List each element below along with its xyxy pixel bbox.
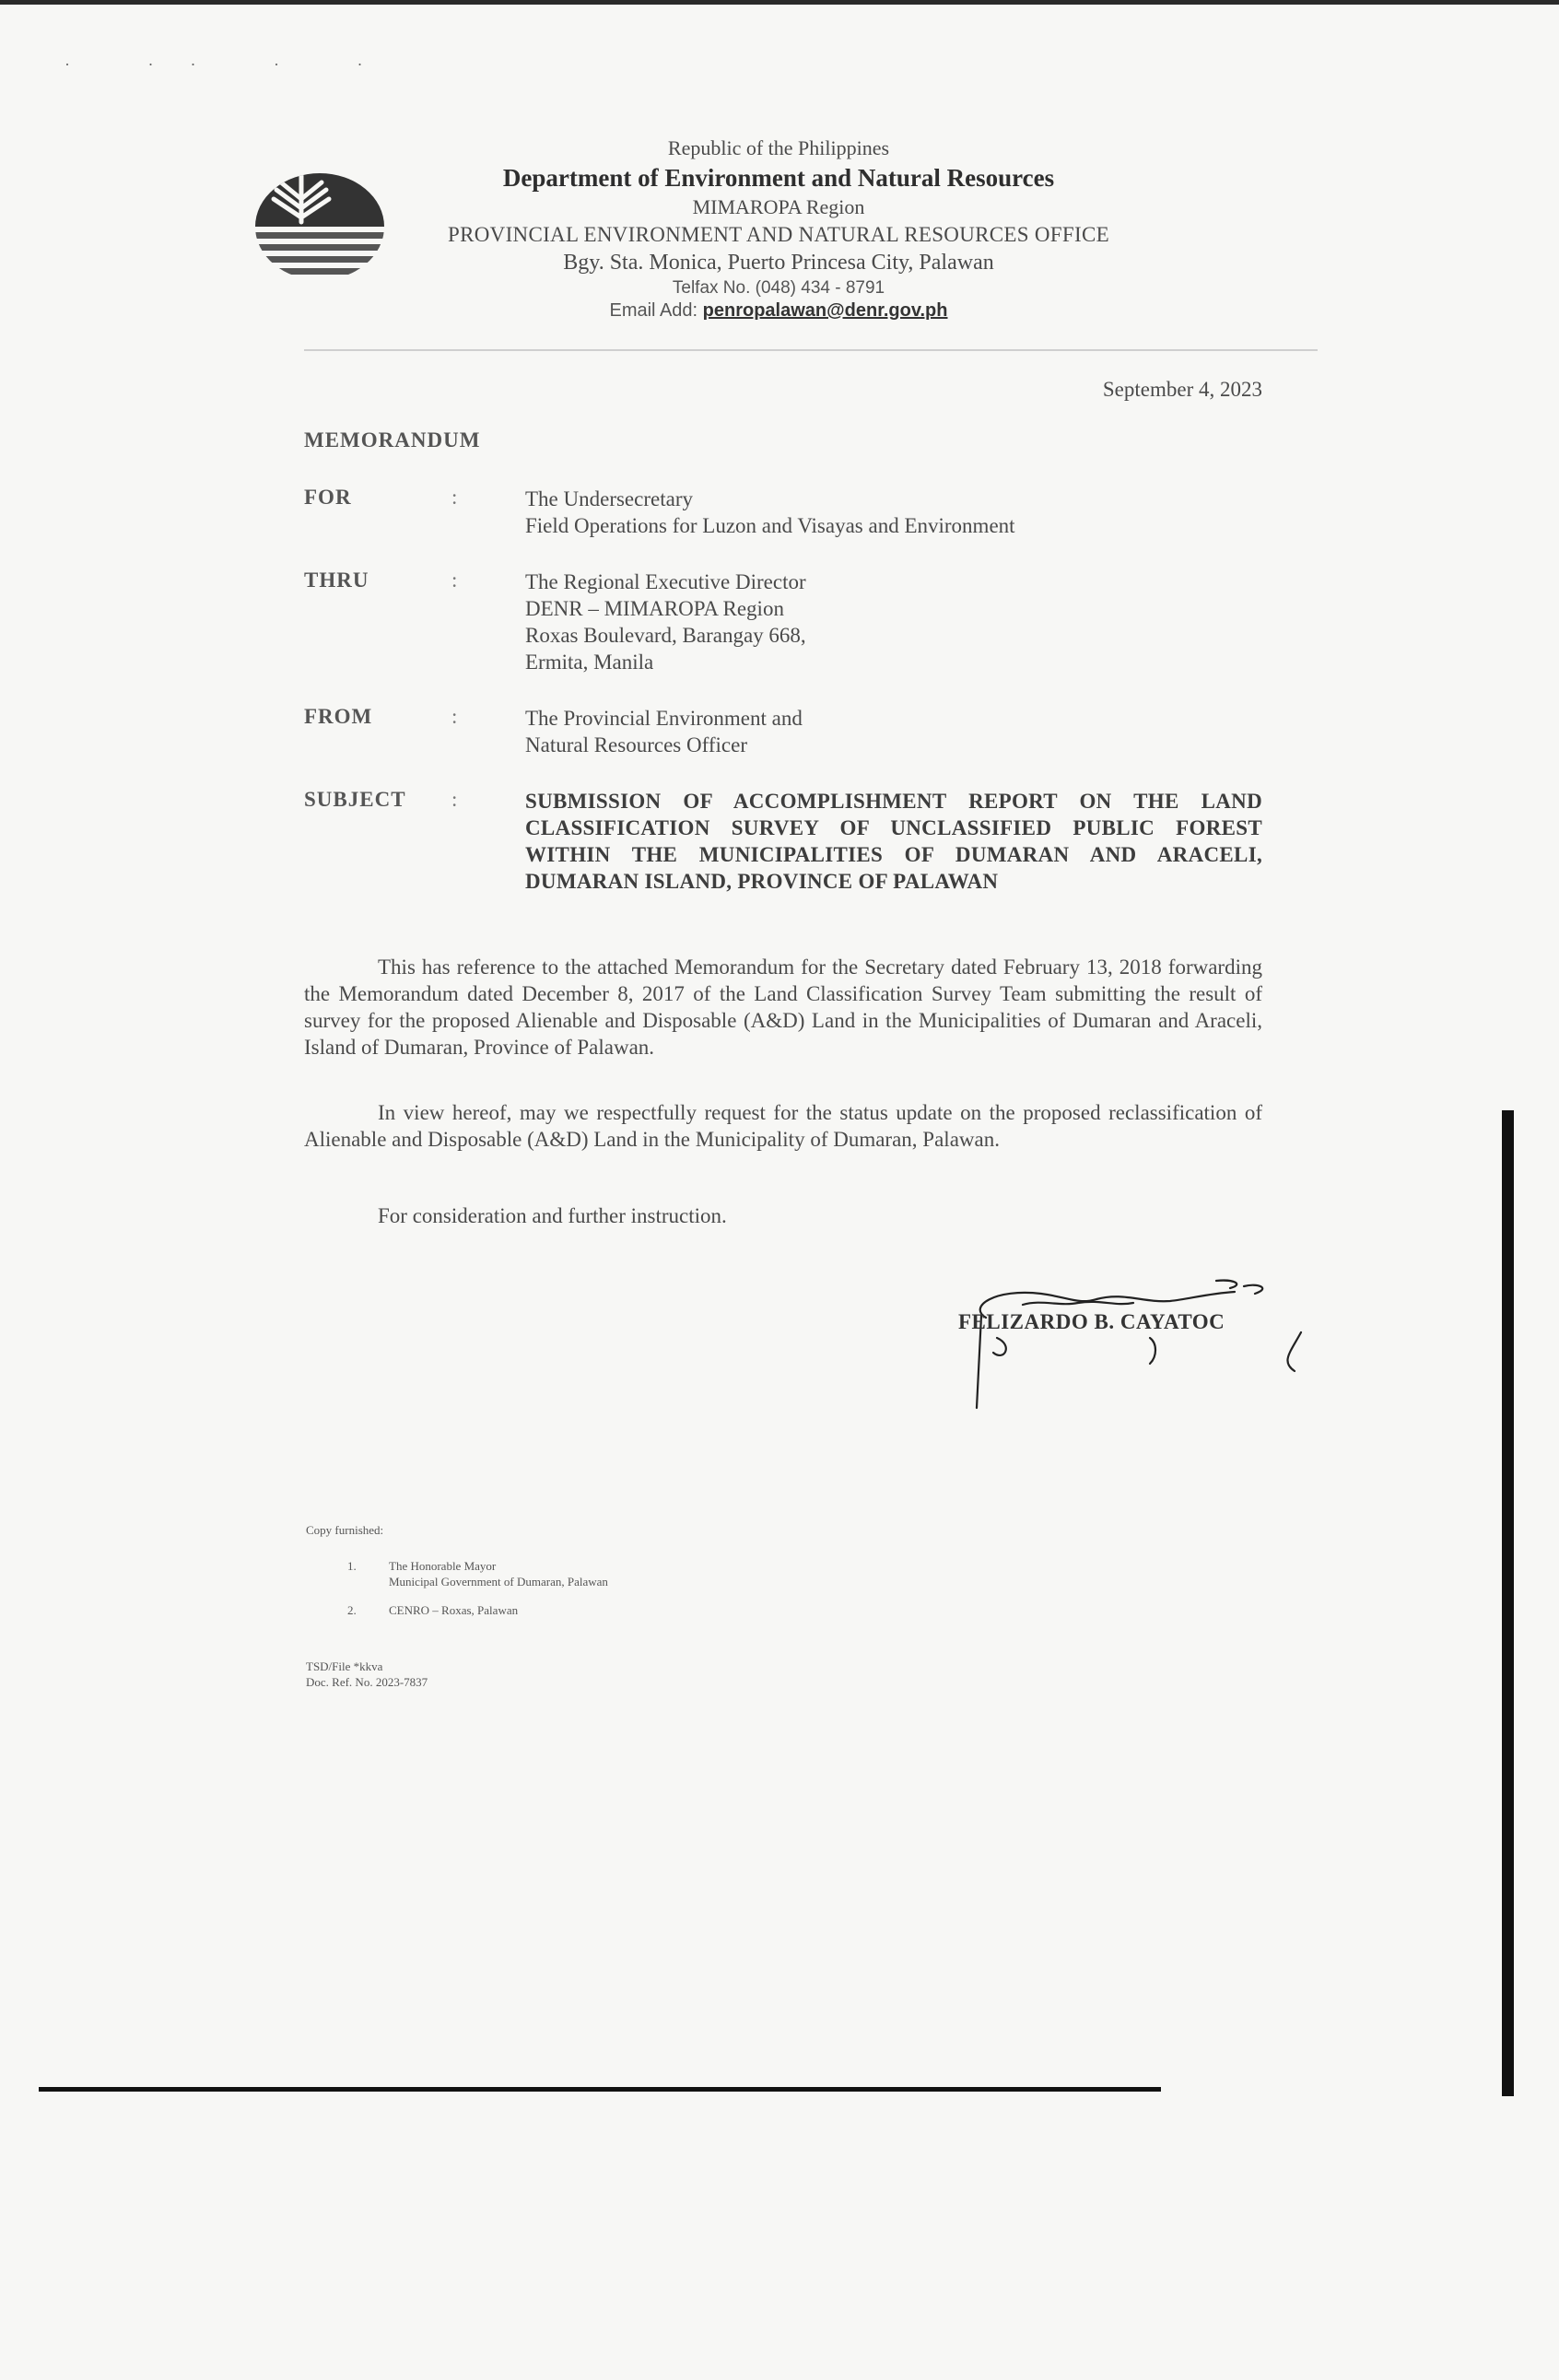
scan-border-right — [1502, 1110, 1514, 2096]
for-label: FOR — [304, 486, 352, 509]
email-link[interactable]: penropalawan@denr.gov.ph — [702, 300, 948, 321]
item-number: 1. — [347, 1559, 357, 1573]
subject-value: SUBMISSION OF ACCOMPLISHMENT REPORT ON THE LAND CLASSIFICATION SURVEY OF UNCLASSIFIED PUBLIC FOREST WITHIN THE MUNICIPALITIES OF DUMARAN AND ARACELI, DUMARAN ISLAND, PROVINCE OF PALAWAN — [525, 790, 1262, 893]
for-colon: : — [451, 486, 458, 509]
paragraph-text: In view hereof, may we respectfully request for the status update on the proposed reclassification of Alienable and Disposable (A&D) Land in the Municipality of Dumaran, Palawan. — [304, 1101, 1262, 1151]
office-address: Bgy. Sta. Monica, Puerto Princesa City, Palawan — [563, 251, 994, 275]
from-value — [525, 705, 1262, 758]
from-label: FROM — [304, 705, 373, 728]
for-line: Field Operations for Luzon and Visayas and Environment — [525, 514, 1015, 537]
memo-title: MEMORANDUM — [304, 428, 481, 451]
thru-line: Ermita, Manila — [525, 651, 654, 674]
doc-ref-number: Doc. Ref. No. 2023-7837 — [306, 1675, 428, 1689]
paragraph-text: This has reference to the attached Memorandum for the Secretary dated February 13, 2018 forwarding the Memorandum dated December 8, 2017 of the Land Classification Survey Team submitting the result of survey for the proposed Alienable and Disposable (A&D) Land in the Municipalities of Dumaran and Araceli, Island of Dumaran, Province of Palawan. — [304, 956, 1262, 1059]
signatory-name: FELIZARDO B. CAYATOC — [958, 1310, 1225, 1333]
thru-line: DENR – MIMAROPA Region — [525, 597, 784, 620]
copy-furnished-title: Copy furnished: — [306, 1523, 384, 1537]
department-name: Department of Environment and Natural Resources — [502, 164, 1055, 192]
item-line: Municipal Government of Dumaran, Palawan — [389, 1575, 608, 1589]
thru-line: Roxas Boulevard, Barangay 668, — [525, 624, 806, 647]
document-refs — [306, 1659, 428, 1690]
body-paragraph-1 — [304, 954, 1262, 1061]
header-divider — [304, 349, 1318, 351]
item-line: The Honorable Mayor — [389, 1559, 497, 1573]
copy-furnished — [306, 1522, 608, 1631]
paragraph-text: For consideration and further instruction. — [378, 1204, 727, 1227]
for-line: The Undersecretary — [525, 487, 693, 510]
thru-value — [525, 569, 1262, 675]
body-paragraph-3 — [304, 1202, 1262, 1229]
for-value — [525, 486, 1262, 539]
handwritten-signature — [940, 1260, 1308, 1417]
file-ref: TSD/File *kkva — [306, 1659, 383, 1673]
office-name: PROVINCIAL ENVIRONMENT AND NATURAL RESOURCES OFFICE — [448, 223, 1109, 246]
list-item — [347, 1602, 608, 1618]
from-line: The Provincial Environment and — [525, 707, 803, 730]
from-line: Natural Resources Officer — [525, 733, 747, 756]
thru-line: The Regional Executive Director — [525, 570, 806, 593]
item-line: CENRO – Roxas, Palawan — [389, 1603, 519, 1617]
republic-line: Republic of the Philippines — [667, 136, 890, 159]
telfax-line: Telfax No. (048) 434 - 8791 — [672, 278, 885, 298]
email-label: Email Add: — [609, 300, 698, 321]
subject-colon: : — [451, 788, 458, 811]
scan-border-bottom — [39, 2087, 1161, 2092]
scan-specks: · ·· · · — [64, 55, 400, 74]
region-line: MIMAROPA Region — [692, 195, 865, 218]
item-number: 2. — [347, 1603, 357, 1617]
thru-label: THRU — [304, 569, 369, 592]
memo-date: September 4, 2023 — [1102, 378, 1262, 401]
thru-colon: : — [451, 569, 458, 592]
email-line — [304, 301, 1253, 320]
from-colon: : — [451, 705, 458, 728]
letterhead — [304, 138, 1253, 320]
body-paragraph-2 — [304, 1099, 1262, 1153]
subject-label: SUBJECT — [304, 788, 406, 811]
list-item — [347, 1558, 608, 1589]
page-top-edge — [0, 0, 1559, 5]
